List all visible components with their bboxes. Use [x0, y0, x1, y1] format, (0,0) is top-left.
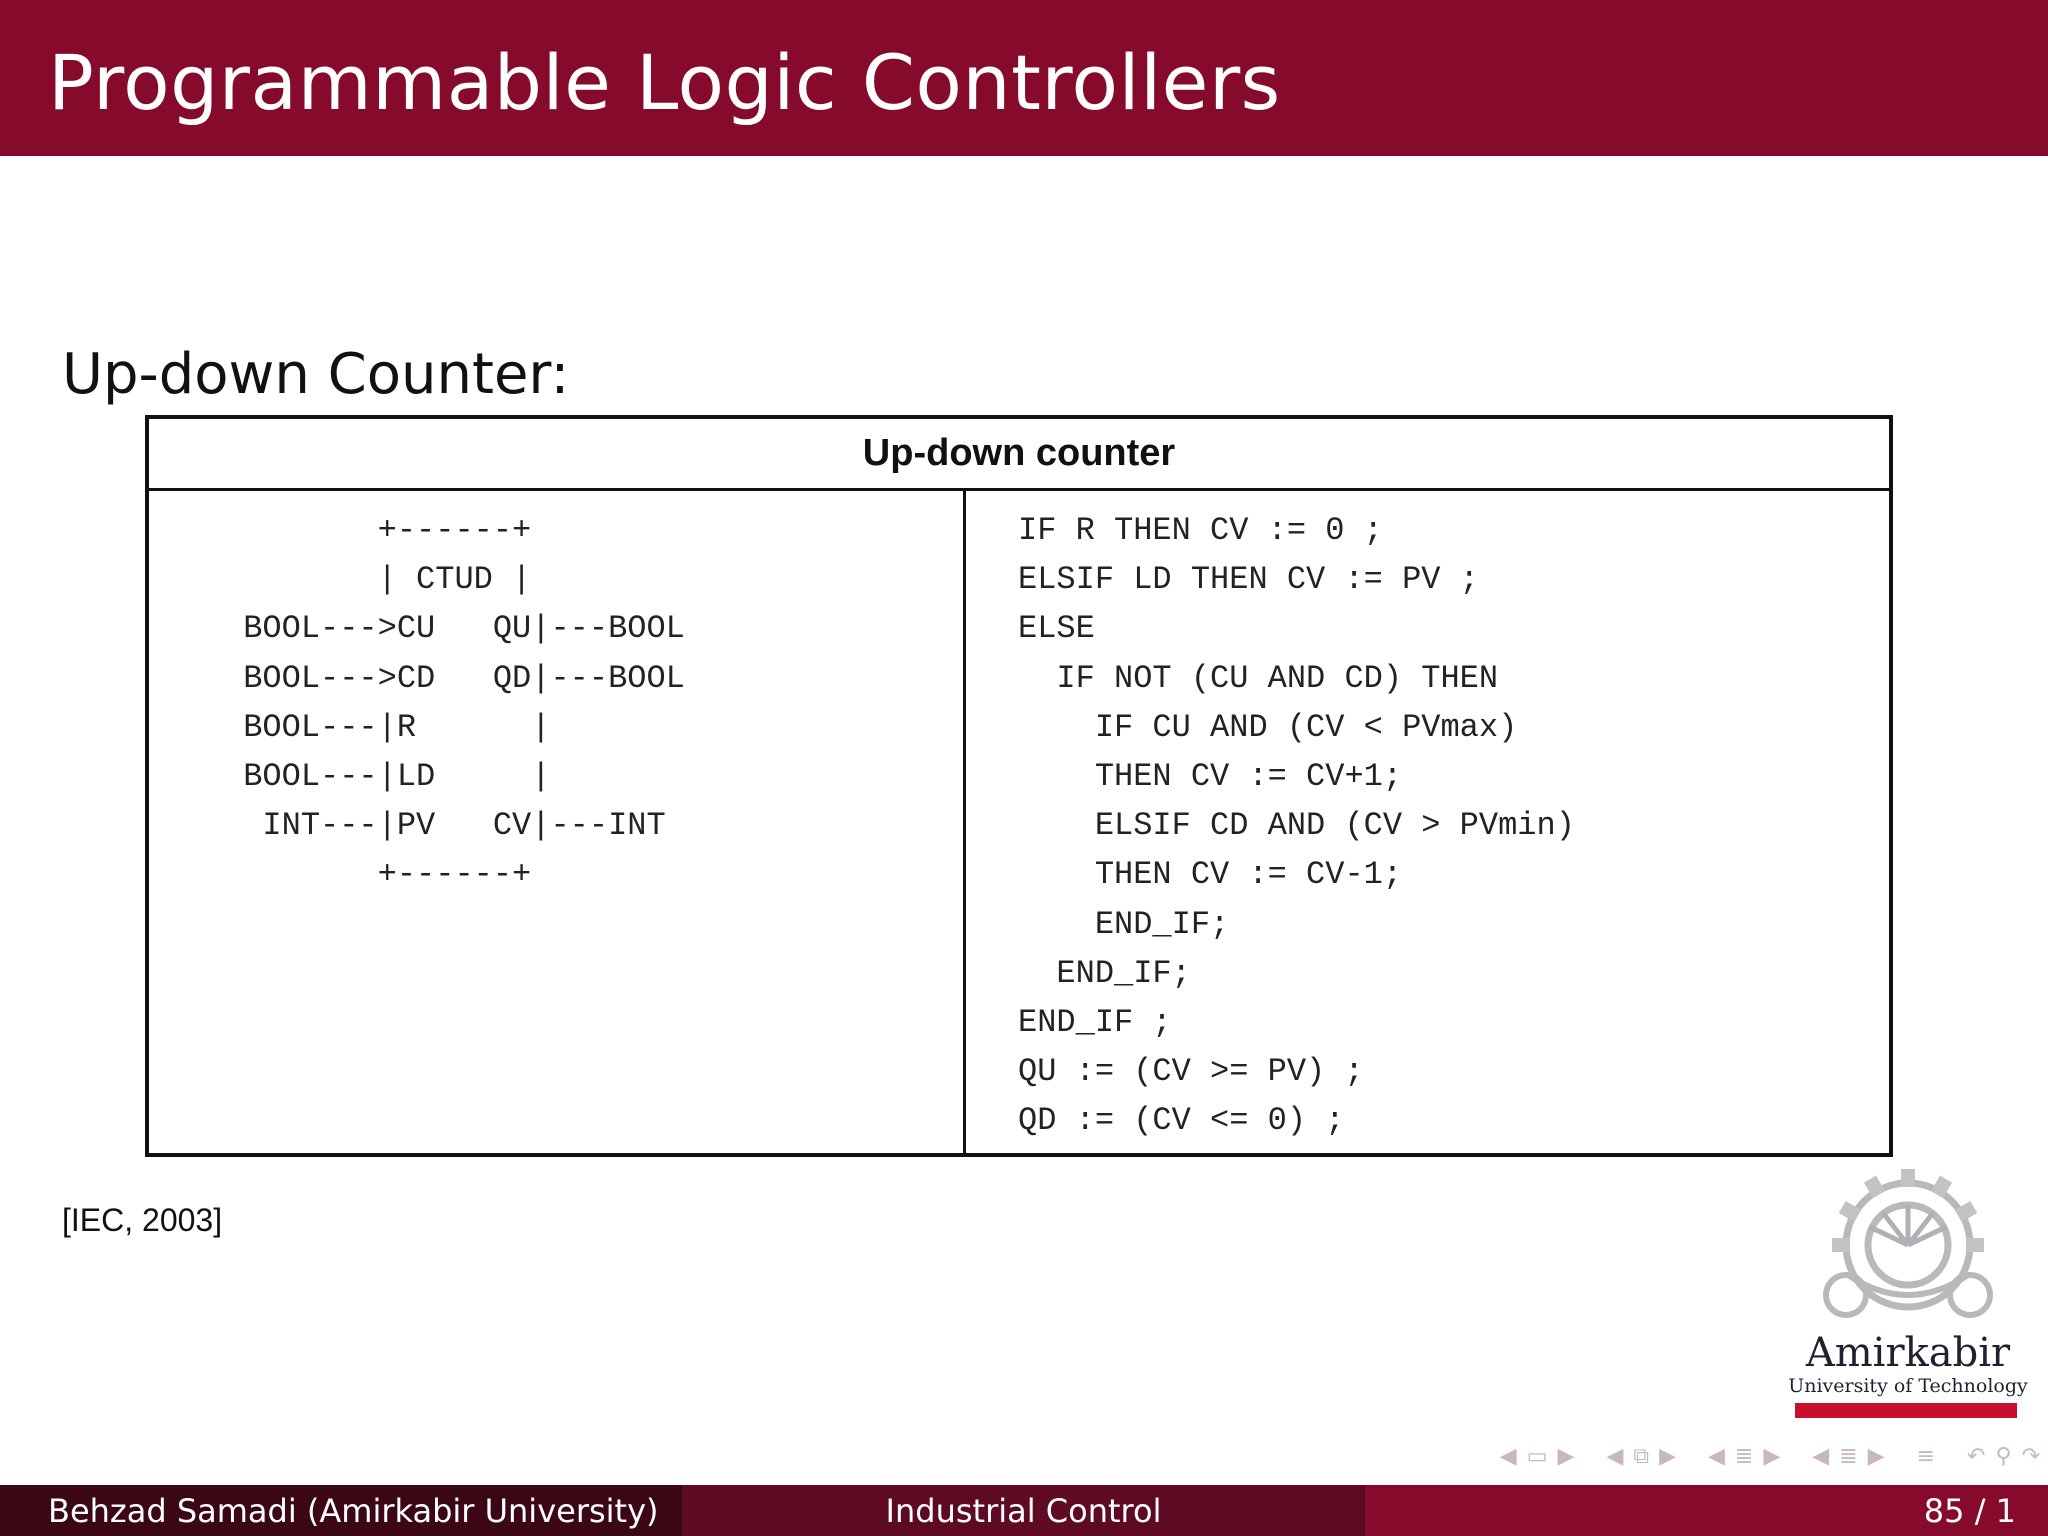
nav-next-section-icon[interactable]: ▶	[1763, 1443, 1781, 1469]
nav-next-part-icon[interactable]: ▶	[1867, 1443, 1885, 1469]
section-title: Up-down Counter:	[62, 342, 570, 407]
logo-subtitle: University of Technology	[1788, 1375, 2028, 1397]
part-icon[interactable]: ≣	[1839, 1443, 1858, 1469]
slide-footer	[0, 1485, 2048, 1536]
university-emblem-icon	[1788, 1165, 2028, 1335]
redo-icon[interactable]: ↷	[2021, 1443, 2040, 1469]
undo-icon[interactable]: ↶	[1967, 1443, 1986, 1469]
function-block-diagram: +------+ | CTUD | BOOL--->CU QU|---BOOL BOOL--->CD QD|---BOOL BOOL---|R | BOOL---|LD | INT---|PV CV|---INT +------+	[243, 512, 685, 894]
table-heading-text: Up-down counter	[862, 432, 1176, 474]
table-heading	[149, 419, 1889, 491]
footer-page-number: 85 / 1	[1365, 1485, 2048, 1536]
column-divider	[963, 491, 966, 1157]
nav-next-subsection-icon[interactable]: ▶	[1659, 1443, 1676, 1469]
slide-title: Programmable Logic Controllers	[48, 38, 1281, 127]
section-icon[interactable]: ≣	[1734, 1443, 1754, 1469]
footer-author: Behzad Samadi (Amirkabir University)	[0, 1485, 682, 1536]
university-logo	[1788, 1165, 2028, 1420]
slide-header	[0, 0, 2048, 156]
citation: [IEC, 2003]	[62, 1202, 223, 1238]
nav-prev-subsection-icon[interactable]: ◀	[1606, 1443, 1624, 1469]
counter-table	[145, 415, 1893, 1157]
logo-name: Amirkabir	[1805, 1330, 2011, 1376]
footer-course: Industrial Control	[682, 1485, 1365, 1536]
search-icon[interactable]: ⚲	[1995, 1443, 2012, 1469]
nav-prev-frame-icon[interactable]: ◀	[1499, 1443, 1517, 1469]
nav-next-frame-icon[interactable]: ▶	[1557, 1443, 1575, 1469]
frame-icon[interactable]: ▭	[1526, 1443, 1548, 1469]
nav-prev-section-icon[interactable]: ◀	[1708, 1443, 1725, 1469]
subsection-icon[interactable]: ⧉	[1633, 1443, 1650, 1469]
logo-tagline-bar	[1795, 1403, 2017, 1418]
toc-icon[interactable]: ≡	[1916, 1443, 1935, 1469]
beamer-navigation	[1310, 1440, 2040, 1472]
nav-prev-part-icon[interactable]: ◀	[1812, 1443, 1830, 1469]
structured-text-code: IF R THEN CV := 0 ; ELSIF LD THEN CV := PV ; ELSE IF NOT (CU AND CD) THEN IF CU AND (CV < PVmax) THEN CV := CV+1; ELSIF CD AND (CV > PVmin) THEN CV := CV-1; END_IF; END_IF; END_IF ; QU := (CV >= PV) ; QD := (CV <= 0) ;	[1018, 512, 1575, 1140]
